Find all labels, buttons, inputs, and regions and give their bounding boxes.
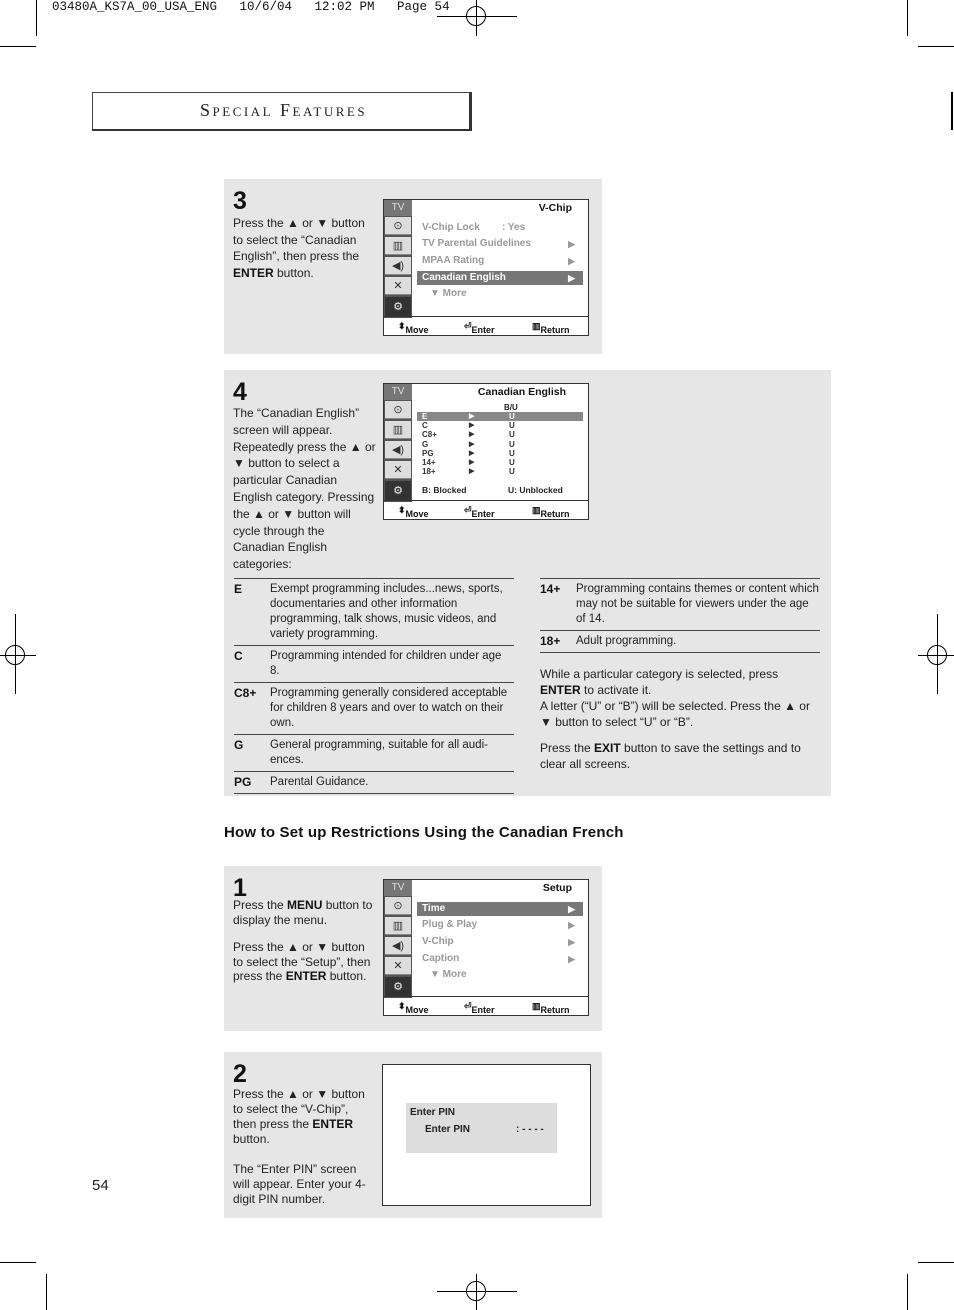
picture-icon: ⊙ [385,897,411,915]
rating-row: C Programming intended for children under age 8. [234,646,514,683]
setup-menu-screen [383,879,589,1016]
rating-row: E Exempt programming includes...news, sports, documentaries and other information programming, talk shows, music videos, and variety programming. [234,579,514,646]
french-step-1-panel [224,866,602,1031]
menu-item-mpaa: MPAA Rating ▶ [422,255,575,266]
legend-blocked: B: Blocked [422,485,467,495]
rating-row: C8+ Programming generally considered acceptable for children 8 years and over to watch on their own. [234,683,514,735]
osd-title: Canadian English [477,386,566,398]
grid-row: C8+ ▶ U [422,430,515,440]
menu-item-vchip: V-Chip ▶ [422,936,575,947]
enter-hint: ⏎ Enter [464,1001,495,1015]
menu-item-tv-parental: TV Parental Guidelines ▶ [422,238,575,249]
rating-row: 14+ Programming contains themes or content which may not be suitable for viewers under the age of 14. [540,579,820,631]
channel-icon: ▥ [385,421,411,439]
setup-icon: ⚙ [385,297,411,317]
enter-hint: ⏎ Enter [464,505,495,519]
step-number: 3 [233,187,247,215]
menu-item-more: ▼ More [430,969,467,980]
arrow-right-icon: ▶ [568,256,575,266]
arrow-right-icon: ▶ [568,904,575,914]
section-title-box [92,92,472,131]
print-header: 03480A_KS7A_00_USA_ENG 10/6/04 12:02 PM Page 54 [52,0,450,14]
osd-footer [384,996,588,1015]
picture-icon: ⊙ [385,217,411,235]
sound-icon: ◀) [385,937,411,955]
arrow-right-icon: ▶ [568,273,575,283]
step-4-text: The “Canadian English” screen will appear. Repeatedly press the ▲ or ▼ button to select a particular Canadian English category. Pressing the ▲ or ▼ button will cycle through the Canadian English categories: [233,406,376,572]
antenna-icon: ✕ [385,277,411,295]
osd-footer [384,500,588,519]
vchip-menu-screen [383,199,589,336]
arrow-right-icon: ▶ [568,239,575,249]
page-number: 54 [92,1177,109,1194]
menu-item-vchip-lock: V-Chip Lock : Yes [422,222,526,233]
grid-row: 14+ ▶ U [422,457,515,467]
rating-row: 18+ Adult programming. [540,631,820,653]
french-step-1-text: Press the MENU button to display the menu. Press the ▲ or ▼ button to select the “Setup”, then press the ENTER button. [233,898,373,983]
menu-item-more: ▼ More [430,288,467,299]
step-3-panel [224,179,602,354]
menu-item-plug-play: Plug & Play ▶ [422,919,575,930]
osd-footer [384,316,588,335]
osd-sidebar [384,880,412,998]
setup-icon: ⚙ [385,481,411,501]
canadian-french-heading: How to Set up Restrictions Using the Canadian French [224,824,624,841]
step-number: 1 [233,874,247,902]
section-title: Special Features [200,100,368,120]
return-hint: ▥ Return [532,321,570,335]
arrow-right-icon: ▶ [568,937,575,947]
osd-sidebar [384,200,412,318]
move-hint: ⬍ Move [398,1001,429,1015]
menu-item-caption: Caption ▶ [422,953,575,964]
menu-item-canadian-english: Canadian English ▶ [417,271,583,285]
bu-column-header: B/U [504,403,518,412]
enter-hint: ⏎ Enter [464,321,495,335]
return-hint: ▥ Return [532,505,570,519]
category-instructions: While a particular category is selected, press ENTER to activate it. A letter (“U” or “B”) will be selected. Press the ▲ or ▼ button to select “U” or “B”. Press the EXIT button to save the settings and to clear all screens. [540,667,810,771]
step-3-text: Press the ▲ or ▼ button to select the “Canadian English”, then press the ENTER button. [233,216,365,280]
menu-item-time: Time ▶ [417,902,583,916]
sound-icon: ◀) [385,257,411,275]
sound-icon: ◀) [385,441,411,459]
step-number: 4 [233,378,247,406]
grid-row: G ▶ U [422,439,515,449]
tv-label: TV [384,880,412,896]
grid-row: E ▶ U [417,412,583,421]
osd-title: Setup [542,882,572,894]
arrow-right-icon: ▶ [568,954,575,964]
pin-dialog [406,1103,557,1153]
canadian-english-screen [383,383,589,520]
enter-pin-screen [382,1064,591,1206]
tv-label: TV [384,384,412,400]
tv-label: TV [384,200,412,216]
antenna-icon: ✕ [385,461,411,479]
step-number: 2 [233,1060,247,1088]
grid-row: 18+ ▶ U [422,467,515,477]
move-hint: ⬍ Move [398,321,429,335]
return-hint: ▥ Return [532,1001,570,1015]
rating-row: G General programming, suitable for all audi-ences. [234,735,514,772]
legend-unblocked: U: Unblocked [508,485,563,495]
grid-row: C ▶ U [422,421,515,431]
pin-label: Enter PIN [425,1124,471,1135]
osd-sidebar [384,384,412,502]
channel-icon: ▥ [385,917,411,935]
french-step-2-text: Press the ▲ or ▼ button to select the “V-Chip”, then press the ENTER button. The “Enter PIN” screen will appear. Enter your 4-digit PIN number. [233,1087,366,1206]
step-4-panel [224,370,831,796]
pin-value: : - - - - [516,1124,544,1135]
arrow-right-icon: ▶ [568,920,575,930]
french-step-2-panel [224,1052,602,1218]
ratings-table-right [540,578,820,653]
move-hint: ⬍ Move [398,505,429,519]
rating-row: PG Parental Guidance. [234,772,514,794]
setup-icon: ⚙ [385,977,411,997]
pin-dialog-title: Enter PIN [410,1107,456,1118]
canadian-rating-grid [417,412,583,476]
antenna-icon: ✕ [385,957,411,975]
ratings-table-left [234,578,514,794]
grid-row: PG ▶ U [422,448,515,458]
picture-icon: ⊙ [385,401,411,419]
channel-icon: ▥ [385,237,411,255]
osd-title: V-Chip [538,202,572,214]
